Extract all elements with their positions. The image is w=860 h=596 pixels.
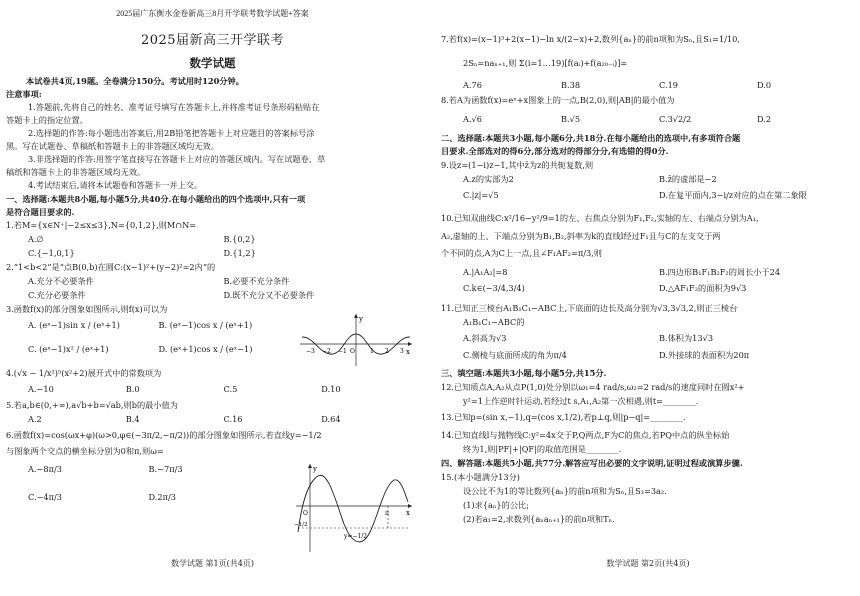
question-2: 2.“1<b<2”是“点B(0,b)在圆C:(x−1)²+(y−2)²=2内”的 xyxy=(6,262,216,272)
question-15-heading: 15.(本小题满分13分) xyxy=(441,472,520,482)
option: A.z的实部为2 xyxy=(463,174,514,184)
question-2-options xyxy=(6,276,419,288)
option: C.19 xyxy=(659,80,678,90)
option: D.64 xyxy=(321,414,341,424)
section-4-heading: 四、解答题:本题共5小题,共77分.解答应写出必要的文字说明,证明过程或演算步骤. xyxy=(441,458,743,468)
question-11-options xyxy=(441,350,855,362)
question-6-options xyxy=(6,492,269,504)
option: A.|A₁A₂|=8 xyxy=(463,267,508,277)
note-line: 2.选择题的作答:每小题选出答案后,用2B铅笔把答题卡上对应题目的答案标号涂 xyxy=(28,128,315,138)
question-3: 3.函数f(x)的部分图象如图所示,则f(x)可以为 xyxy=(6,304,168,314)
option: D.{1,2} xyxy=(223,248,256,258)
question-10-options xyxy=(441,267,855,279)
notes-heading: 注意事项: xyxy=(6,89,42,99)
graph-y-label: y xyxy=(313,465,317,473)
option: B.√5 xyxy=(561,114,581,124)
tick-label: 3 xyxy=(400,348,404,355)
graph-line-label: y=−1/2 xyxy=(344,533,368,540)
question-8: 8.若A为函数f(x)=eˣ+x图象上的一点,B(2,0),则|AB|的最小值为 xyxy=(441,95,675,105)
question-10: 10.已知双曲线C:x²/16−y²/9=1的左、右焦点分别为F₁,F₂,实轴的左、右端点分别为A₁, xyxy=(441,213,759,223)
option: D. (eˣ+1)cos x / (eˣ−1) xyxy=(158,344,253,354)
option: D.10 xyxy=(321,384,341,394)
section-2-heading: 二、选择题:本题共3小题,每小题6分,共18分.在每小题给出的选项中,有多项符合题 xyxy=(441,133,741,143)
tick-label: 1 xyxy=(370,348,374,355)
question-4: 4.(√x − 1/x²)⁵(x²+2)展开式中的常数项为 xyxy=(6,368,162,378)
note-line: 3.非选择题的作答:用签字笔直接写在答题卡上对应的答题区域内。写在试题卷、草 xyxy=(28,154,326,164)
option: C.5 xyxy=(223,384,238,394)
option: C.侧棱与底面所成的角为π/4 xyxy=(463,350,567,360)
question-15: 设公比不为1的等比数列{aₙ}的前n项和为Sₙ,且S₃=3a₂. xyxy=(463,486,667,496)
option: A.斜高为√3 xyxy=(463,333,507,343)
question-9-options xyxy=(441,174,855,186)
graph-y-label: y xyxy=(359,315,363,323)
question-6-options xyxy=(6,464,269,476)
tick-label: −3 xyxy=(306,348,315,355)
section-3-heading: 三、填空题:本题共3小题,每小题5分,共15分. xyxy=(441,368,607,378)
question-14-cont: 终为1,则|PF|+|QF|的取值范围是________. xyxy=(463,444,622,454)
option: A.76 xyxy=(463,80,482,90)
tick-label: O xyxy=(350,348,355,355)
exam-intro: 本试卷共4页,19题。全卷满分150分。考试用时120分钟。 xyxy=(26,76,244,86)
option: A.充分不必要条件 xyxy=(28,276,94,286)
option: A.−8π/3 xyxy=(28,464,62,474)
graph-x-label: x xyxy=(406,348,410,356)
tick-label: 2 xyxy=(385,348,389,355)
option: C.16 xyxy=(223,414,243,424)
option: B. (eˣ−1)cos x / (eˣ+1) xyxy=(158,320,253,330)
page-1 xyxy=(6,6,419,596)
note-line: 1.答题前,先将自己的姓名、准考证号填写在答题卡上,并将准考证号条形码粘贴在 xyxy=(28,102,320,112)
page-2 xyxy=(441,6,855,596)
question-9: 9.设z=(1−i)z−1,其中z̄为z的共轭复数,则 xyxy=(441,160,594,170)
option: B.必要不充分条件 xyxy=(223,276,290,286)
question-1: 1.若M={x∈N⁺|−2≤x≤3},N={0,1,2},则M∩N= xyxy=(6,220,197,230)
option: B.4 xyxy=(125,414,140,424)
question-10-options xyxy=(441,283,855,295)
question-7: 7.若f(x)=(x−1)³+2(x−1)−ln x/(2−x)+2,数列{aₙ}的前n项和为Sₙ,且S₁=1/10, xyxy=(441,34,740,44)
question-6-graph xyxy=(292,462,416,554)
option: D.2π/3 xyxy=(148,492,176,502)
option: C.{−1,0,1} xyxy=(28,248,75,258)
question-7-options xyxy=(441,80,855,92)
question-15-part-2: (2)若a₁=2,求数列{aₙaₙ₊₁}的前n项和Tₙ. xyxy=(463,514,615,524)
option: B.38 xyxy=(561,80,581,90)
question-2-options xyxy=(6,290,419,302)
option: D.既不充分又不必要条件 xyxy=(223,290,315,300)
question-14: 14.已知直线l与抛物线C:y²=4x交于P,Q两点,F为C的焦点,若PQ中点的纵坐标始 xyxy=(441,430,730,440)
note-line: 稿纸和答题卡上的非答题区域均无效。 xyxy=(6,167,146,177)
graph-x-label: x xyxy=(406,509,410,517)
question-15-part-1: (1)求{aₙ}的公比; xyxy=(463,500,529,510)
option: A.√6 xyxy=(463,114,482,124)
question-4-options xyxy=(6,384,419,396)
question-6: 6.函数f(x)=cos(ωx+φ)(ω>0,φ∈(−3π/2,−π/2))的部分图象如图所示,若直线y=−1/2 xyxy=(6,430,322,440)
option: C.3√2/2 xyxy=(659,114,692,124)
option: B.z̄的虚部是−2 xyxy=(659,174,717,184)
question-3-options xyxy=(28,344,289,356)
section-1-heading-cont: 是符合题目要求的. xyxy=(6,207,75,217)
question-12: 12.已知质点A,A₂从点P(1,0)处分别以ω₁=4 rad/s,ω₂=2 rad/s的速度同时在圆x²+ xyxy=(441,382,745,392)
page-footer: 数学试题 第2页(共4页) xyxy=(606,559,690,568)
exam-title: 2025届新高三开学联考 xyxy=(140,33,285,48)
graph-pi-label: π xyxy=(385,510,389,517)
option: C. (eˣ−1)x² / (eˣ+1) xyxy=(28,344,109,354)
option: A.∅ xyxy=(28,234,44,244)
document-header: 2025届广东衡水金卷新高三8月开学联考数学试题+答案 xyxy=(116,9,309,18)
question-11: 11.已知正三棱台A₁B₁C₁−ABC上,下底面的边长及高分别为√3,3√3,2,则正三棱台 xyxy=(441,303,738,313)
option: C.−4π/3 xyxy=(28,492,62,502)
graph-y-tick: −1/2 xyxy=(294,522,308,528)
question-5: 5.若a,b∈(0,+∞),a√b+b=√ab,则b的最小值为 xyxy=(6,400,178,410)
page-footer: 数学试题 第1页(共4页) xyxy=(171,559,254,568)
note-line: 答题卡上的指定位置。 xyxy=(6,115,88,125)
section-1-heading: 一、选择题:本题共8小题,每小题5分,共40分.在每小题给出的四个选项中,只有一项 xyxy=(6,194,306,204)
option: A. (eˣ−1)sin x / (eˣ+1) xyxy=(28,320,120,330)
option: A.−10 xyxy=(28,384,54,394)
question-5-options xyxy=(6,414,419,426)
question-12-cont: y²=1上作逆时针运动,若经过t s,A₁,A₂第一次相遇,则t=________. xyxy=(463,396,699,406)
option: C.充分必要条件 xyxy=(28,290,86,300)
question-8-options xyxy=(441,114,855,126)
question-13: 13.已知p=(sin x,−1),q=(cos x,1/2),若p⊥q,则|p−q|=________. xyxy=(441,412,686,422)
option: B.四边形B₁F₁B₂F₂的周长小于24 xyxy=(659,267,781,277)
option: A.2 xyxy=(28,414,42,424)
question-11-options xyxy=(441,333,855,345)
option: D.外接球的表面积为20π xyxy=(659,350,750,360)
question-3-options xyxy=(28,320,289,332)
graph-origin: O xyxy=(303,510,308,517)
question-9-options xyxy=(441,190,855,202)
question-6-cont: 与图象两个交点的横坐标分别为0和π,则ω= xyxy=(6,446,164,456)
exam-subject: 数学试题 xyxy=(189,56,236,70)
note-line: 黑。写在试题卷、草稿纸和答题卡上的非答题区域均无效。 xyxy=(6,141,219,151)
option: D.2 xyxy=(757,114,772,124)
tick-label: −1 xyxy=(338,348,347,355)
option: C.k∈(−3/4,3/4) xyxy=(463,283,525,293)
option: B.0 xyxy=(125,384,140,394)
option: B.{0,2} xyxy=(223,234,256,244)
question-10-cont: 个不同的点,A为C上一点,且∠F₁AF₂=π/3,则 xyxy=(441,248,602,258)
option: B.−7π/3 xyxy=(148,464,183,474)
question-11-cont: A₁B₁C₁−ABC的 xyxy=(463,317,525,327)
note-line: 4.考试结束后,请将本试题卷和答题卡一并上交。 xyxy=(28,180,203,190)
question-1-options xyxy=(6,234,419,246)
question-3-graph xyxy=(296,312,416,368)
question-1-options xyxy=(6,248,419,260)
section-2-heading-cont: 目要求.全部选对的得6分,部分选对的得部分分,有选错的得0分. xyxy=(441,146,669,156)
option: D.在复平面内,3−i/z对应的点在第二象限 xyxy=(659,190,807,200)
option: B.体积为13√3 xyxy=(659,333,714,343)
tick-label: −2 xyxy=(322,348,331,355)
option: D.0 xyxy=(757,80,772,90)
option: D.△AF₁F₂的面积为9√3 xyxy=(659,283,747,293)
question-10-cont: A₂,虚轴的上、下端点分别为B₁,B₂,斜率为k的直线l经过F₁且与C的左支交于两 xyxy=(441,231,721,241)
question-7-cont: 2Sₙ=naₙ₊₁,则 Σ(i=1…19)[f(aᵢ)+f(a₂₀₋ᵢ)]= xyxy=(463,58,628,68)
option: C.|z|=√5 xyxy=(463,190,499,200)
